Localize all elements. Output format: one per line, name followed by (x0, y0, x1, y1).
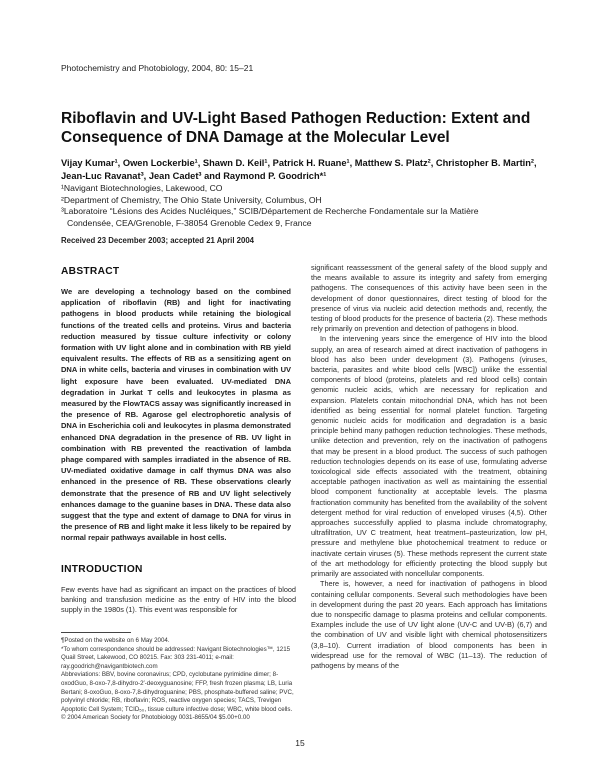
footnote-rule (61, 632, 131, 633)
introduction-text (61, 585, 296, 616)
affiliation-3-cont: Condensée, CEA/Grenoble, F-38054 Grenoble Cedex 9, France (67, 217, 312, 228)
affiliation-2: ²Department of Chemistry, The Ohio State University, Columbus, OH (61, 194, 322, 205)
footnote-posted: ¶Posted on the website on 6 May 2004. (61, 637, 170, 644)
introduction-heading: INTRODUCTION (61, 564, 143, 575)
introduction-paragraph: Few events have had as significant an impact on the practices of blood banking and transfusion medicine as the entry of HIV into the blood supply in the 1980s (1). This event was responsible for (61, 585, 296, 615)
affiliation-3: ³Laboratoire “Lésions des Acides Nucléiques,” SCIB/Département de Recherche Fondamentale sur la Matière (61, 206, 479, 216)
author-list: Vijay Kumar¹, Owen Lockerbie¹, Shawn D. Keil¹, Patrick H. Ruane¹, Matthew S. Platz², Christopher B. Martin², Jean-Luc Ravanat³, Jean Cadet³ and Raymond P. Goodrich*¹ (61, 158, 537, 181)
received-dates: Received 23 December 2003; accepted 21 April 2004 (61, 236, 255, 245)
paragraph: In the intervening years since the emergence of HIV into the blood supply, an area of research aimed at direct inactivation of pathogens in blood has also been under development (3). Pathogens (viruses, bacteria, parasites and white blood cells [WBC]) unlike the essential components of blood (proteins, platelets and red blood cells) contain genomic nucleic acids, which are necessary for replication and expansion. Platelets contain mitochondrial DNA, which has not been identified as being essential for normal platelet function. Targeting genomic nucleic acids for modification and degradation is a basic principle behind many pathogen reduction technologies. These methods, unlike detection and prevention, rely on the inactivation of pathogens that may be present in a blood product. The success of such pathogen reduction technologies depends on its ease of use, formulating adverse toxicological side effects associated with the treatment, obtaining acceptable pathogen inactivation as well as maintaining the essential blood component functionality at acceptable levels. The plasma fractionation community has benefited from the availability of the solvent detergent method for viral reduction of enveloped viruses (4,5). Other approaches successfully applied to plasma include chromatography, ultrafiltration, UV C treatment, heat treatment–pasteurization, low pH, pressure and methylene blue photochemical treatment to reduce or inactivate certain viruses (5). These methods represent the current state of the art methodology for efficiently protecting the blood supply but primarily are associated with noncellular components. (311, 334, 547, 579)
footnote-abbreviations: Abbreviations: BBV, bovine coronavirus; CPD, cyclobutane pyrimidine dimer; 8-oxodGuo, 8-oxo-7,8-dihydro-2′-deoxyguanosine; FFP, fresh frozen plasma; LB, Luria Bertani; 8-oxoGuo, 8-oxo-7,8-dihydroguanine; PBS, phosphate-buffered saline; PVC, polyvinyl chloride; RB, riboflavin; ROS, reactive oxygen species; TACS, Trevigen Apoptotic Cell System; TCID₅₀, tissue culture infective dose; WBC, white blood cells. (61, 671, 294, 713)
footnotes (61, 637, 296, 723)
right-column (311, 263, 547, 671)
page-number: 15 (295, 738, 305, 748)
footnote-copyright: © 2004 American Society for Photobiology 0031-8655/04 $5.00+0.00 (61, 714, 250, 722)
footnote-correspondence: *To whom correspondence should be addressed: Navigant Biotechnologies™, 1215 Quail Street, Lakewood, CO 80215. Fax: 303 231-4011; e-mail: ray.goodrich@navigantbiotech.com (61, 645, 291, 670)
journal-header: Photochemistry and Photobiology, 2004, 80: 15–21 (61, 63, 254, 73)
affiliation-1: ¹Navigant Biotechnologies, Lakewood, CO (61, 183, 223, 193)
affiliations (61, 183, 531, 229)
paragraph: There is, however, a need for inactivation of pathogens in blood containing cellular components. Several such methodologies have been in development during the past 20 years. Each approach has limitations due to nonspecific damage to plasma proteins and cellular components. Examples include the use of UV light alone (UV-C and UV-B) (6,7) and the combination of UV and visible light with chemical photosensitizers (3,8–10). Current irradiation of blood components has been in widespread use for the removal of WBC (11–13). The reduction of pathogens by means of the (311, 579, 547, 670)
article-title: Riboflavin and UV-Light Based Pathogen Reduction: Extent and Consequence of DNA Damage at the Molecular Level (61, 110, 531, 146)
abstract-text: We are developing a technology based on the combined application of riboflavin (RB) and light for inactivating pathogens in blood products while retaining the biological functions of the treated cells and proteins. Virus and bacteria reduction measured by tissue culture infectivity or colony formation with UV light alone and in combination with RB yield equivalent results. The effects of RB as a sensitizing agent on DNA in white cells, bacteria and viruses in combination with UV light exposure have been evaluated. UV-mediated DNA degradation in Jurkat T cells and leukocytes in plasma as measured by the FlowTACS assay was significantly increased in the presence of RB. Agarose gel electrophoretic analysis of DNA in Escherichia coli and leukocytes in plasma demonstrated enhanced DNA degradation in the presence of RB. UV light in combination with RB prevented the reactivation of lambda phage compared with samples irradiated in the absence of RB. UV-mediated oxidative damage in calf thymus DNA was also enhanced in the presence of RB. These observations clearly demonstrate that the presence of RB and UV light selectively enhances damage to the guanine bases in DNA. These data also suggest that the type and extent of damage to DNA for virus in the presence of RB and light make it less likely to be repaired by normal repair pathways available in host cells. (61, 287, 291, 543)
abstract-heading: ABSTRACT (61, 266, 120, 277)
paragraph: significant reassessment of the general safety of the blood supply and the means available to assure its integrity and safety from emerging pathogens. The consequences of this activity have been seen in the development of donor questionnaires, direct testing of blood for the presence of virus via nucleic acid detection methods and, recently, the testing of blood products for the presence of bacteria (2). These methods rely primarily on prevention and detection of pathogens in blood. (311, 263, 547, 334)
